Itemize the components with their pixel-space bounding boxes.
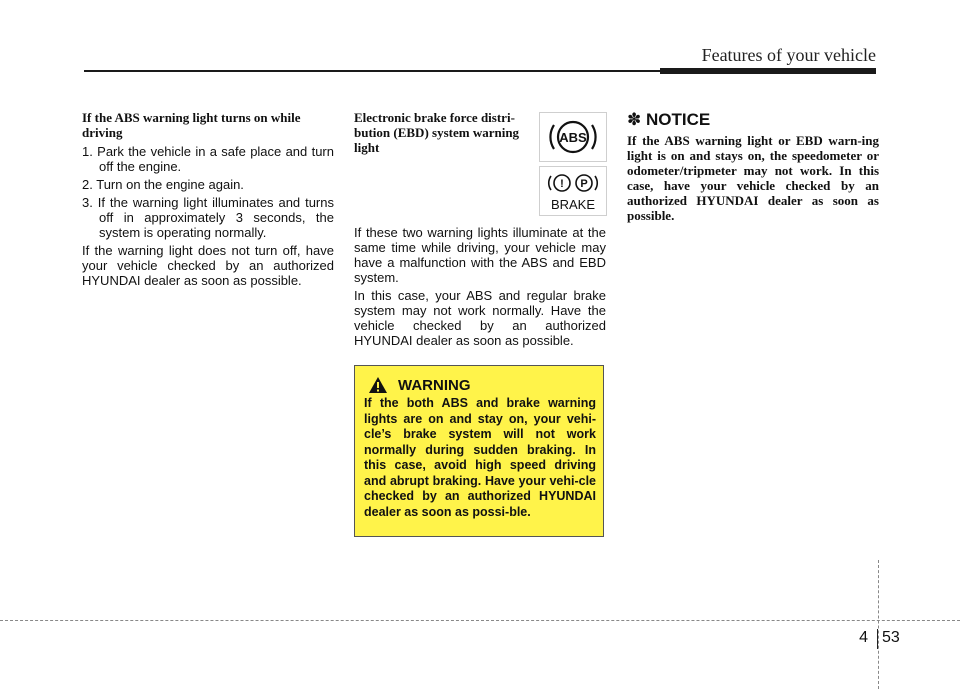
notice-text: If the ABS warning light or EBD warn-ing light is on and stays on, the speedometer or odometer/tripmeter may not work. In this case, have your vehicle checked by an authorized HYUNDAI dealer as soon as possible. bbox=[627, 133, 879, 223]
section-title: Features of your vehicle bbox=[701, 45, 876, 65]
warning-title: WARNING bbox=[398, 376, 471, 394]
warning-text: If the both ABS and brake warning lights are on and stay on, your vehi-cle’s brake system will not work normally during sudden braking. In this case, avoid high speed driving and abrupt braking. Have your vehi-cle checked by an authorized HYUNDAI dealer as soon as possi-ble. bbox=[364, 396, 596, 519]
footer-rule bbox=[0, 620, 960, 621]
parking-icon: P bbox=[580, 178, 588, 190]
procedure-step: 3. If the warning light illuminates and turns off in approximately 3 seconds, the system is operating normally. bbox=[82, 195, 334, 240]
brake-icon-label: BRAKE bbox=[550, 197, 596, 212]
abs-warning-light-icon bbox=[539, 112, 607, 162]
page-number: 53 bbox=[882, 629, 900, 646]
abs-procedure-heading: If the ABS warning light turns on while driving bbox=[82, 110, 301, 140]
notice-symbol-icon: ✽ bbox=[627, 110, 642, 129]
page-number-separator bbox=[877, 629, 878, 649]
warning-triangle-icon bbox=[368, 376, 388, 394]
ebd-paragraph: In this case, your ABS and regular brake system may not work normally. Have the vehicle checked by an authorized HYUNDAI dealer as soon as possible. bbox=[354, 288, 606, 348]
procedure-step: 1. Park the vehicle in a safe place and turn off the engine. bbox=[82, 144, 334, 174]
abs-procedure-column bbox=[82, 110, 334, 291]
header-rule-accent bbox=[660, 68, 876, 74]
ebd-heading: Electronic brake force distri-bution (EBD) system warning light bbox=[354, 110, 520, 155]
warning-box bbox=[354, 365, 604, 537]
header-rule bbox=[84, 70, 660, 72]
exclamation-icon: ! bbox=[560, 178, 564, 190]
chapter-number: 4 bbox=[859, 629, 868, 646]
procedure-closing: If the warning light does not turn off, have your vehicle checked by an authorized HYUNDAI dealer as soon as possible. bbox=[82, 243, 334, 288]
warning-header bbox=[368, 376, 596, 394]
notice-column bbox=[627, 110, 879, 223]
ebd-paragraph: If these two warning lights illuminate at the same time while driving, your vehicle may have a malfunction with the ABS and EBD system. bbox=[354, 225, 606, 285]
notice-title: ✽ NOTICE bbox=[627, 110, 711, 129]
footer-guide-line bbox=[878, 560, 879, 689]
procedure-step: 2. Turn on the engine again. bbox=[82, 177, 244, 192]
brake-warning-light-icon bbox=[539, 166, 607, 216]
abs-icon-label: ABS bbox=[559, 130, 587, 145]
